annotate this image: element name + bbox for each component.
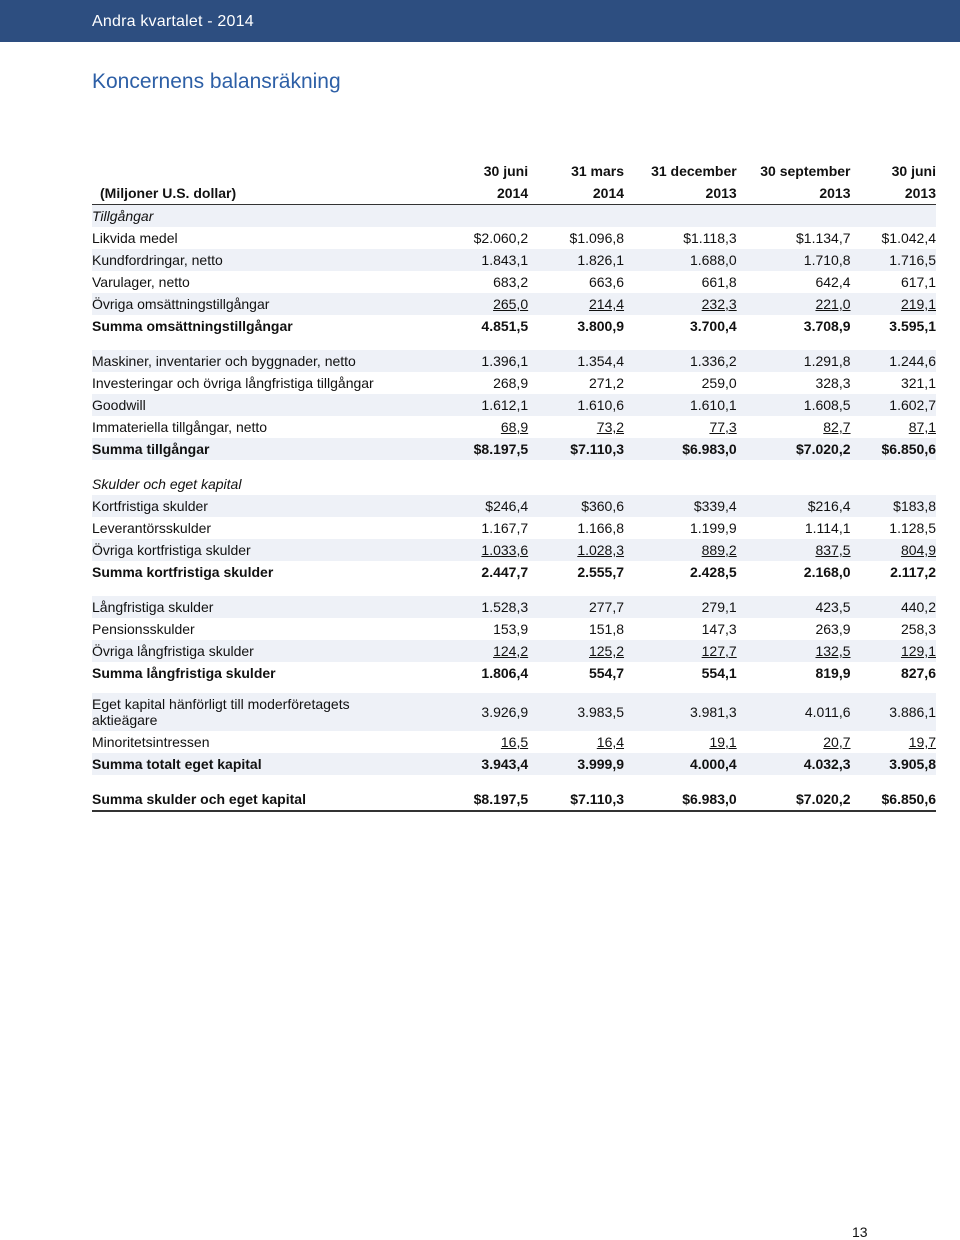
cell: 1.843,1: [451, 249, 528, 271]
cell: 258,3: [900, 621, 936, 637]
section-heading-assets: [92, 205, 936, 228]
page-number: 13: [852, 1224, 868, 1240]
column-year: 2013: [737, 182, 851, 205]
cell: 268,9: [493, 375, 529, 391]
cell: 642,4: [815, 274, 851, 290]
row-label: Summa kortfristiga skulder: [92, 564, 274, 580]
cell: $6.983,0: [624, 788, 737, 811]
cell: 2.555,7: [577, 564, 625, 580]
cell: 219,1: [900, 296, 936, 312]
table-row: [92, 495, 936, 517]
cell: 3.800,9: [577, 318, 625, 334]
header-banner: [0, 0, 960, 42]
column-year: 2013: [624, 182, 737, 205]
cell: 1.716,5: [851, 249, 936, 271]
cell: 1.806,4: [481, 665, 529, 681]
row-label: Immateriella tillgångar, netto: [92, 419, 268, 435]
cell: 77,3: [709, 419, 737, 435]
cell: 1.167,7: [481, 520, 529, 536]
row-label: Summa omsättningstillgångar: [92, 318, 293, 334]
cell: 4.851,5: [481, 318, 529, 334]
cell: 804,9: [900, 542, 936, 558]
cell: 661,8: [701, 274, 737, 290]
cell: 4.011,6: [737, 693, 851, 731]
cell: 1.610,6: [528, 394, 624, 416]
cell: 214,4: [588, 296, 625, 312]
row-label: Summa tillgångar: [92, 438, 451, 460]
row-label: Leverantörsskulder: [92, 520, 212, 536]
page-title: Koncernens balansräkning: [92, 70, 341, 93]
subtotal-row: [92, 662, 936, 684]
row-label: Övriga omsättningstillgångar: [92, 293, 451, 315]
cell: 1.336,2: [624, 350, 737, 372]
column-year: 2014: [528, 182, 624, 205]
row-label-continued: aktieägare: [92, 712, 158, 728]
cell: 68,9: [500, 419, 529, 435]
subtotal-row: [92, 753, 936, 775]
report-period: Andra kvartalet - 2014: [92, 13, 254, 30]
cell: 554,7: [588, 665, 625, 681]
cell: 271,2: [588, 375, 625, 391]
cell: 3.595,1: [889, 318, 936, 334]
cell: 2.117,2: [890, 564, 936, 580]
cell: 1.610,1: [624, 394, 737, 416]
cell: $6.850,6: [851, 788, 936, 811]
row-label: Långfristiga skulder: [92, 596, 451, 618]
table-row: [92, 227, 936, 249]
row-label: Investeringar och övriga långfristiga tillgångar: [92, 375, 374, 391]
cell: 82,7: [823, 419, 851, 435]
cell: $7.020,2: [737, 788, 851, 811]
column-year: 2013: [851, 182, 936, 205]
cell: 1.396,1: [451, 350, 528, 372]
cell: 889,2: [701, 542, 737, 558]
cell: 129,1: [900, 643, 936, 659]
cell: 1.710,8: [737, 249, 851, 271]
column-year: 2014: [451, 182, 528, 205]
subtotal-row: [92, 315, 936, 337]
column-date: 30 juni: [891, 163, 936, 179]
table-row: [92, 416, 936, 438]
row-label: Övriga långfristiga skulder: [92, 640, 451, 662]
column-years-row: [92, 182, 936, 205]
spacer-row: [92, 337, 936, 350]
row-label: Minoritetsintressen: [92, 734, 210, 750]
cell: 819,9: [815, 665, 851, 681]
cell: 4.032,3: [737, 753, 851, 775]
cell: 87,1: [908, 419, 936, 435]
cell: 277,7: [528, 596, 624, 618]
cell: 1.291,8: [737, 350, 851, 372]
cell: 73,2: [596, 419, 625, 435]
row-label: Likvida medel: [92, 230, 178, 246]
cell: 3.926,9: [451, 693, 528, 731]
cell: 1.128,5: [889, 520, 936, 536]
cell: 617,1: [900, 274, 936, 290]
cell: 132,5: [815, 643, 851, 659]
cell: 3.999,9: [528, 753, 624, 775]
cell: $216,4: [737, 495, 851, 517]
table-row: [92, 372, 936, 394]
cell: 554,1: [701, 665, 737, 681]
cell: 440,2: [851, 596, 936, 618]
cell: 265,0: [493, 296, 529, 312]
cell: 2.428,5: [689, 564, 737, 580]
row-label: Pensionsskulder: [92, 621, 195, 637]
cell: 837,5: [815, 542, 851, 558]
column-date: 31 december: [651, 163, 737, 179]
cell: 1.354,4: [528, 350, 624, 372]
cell: 3.905,8: [851, 753, 936, 775]
row-label: Kortfristiga skulder: [92, 495, 451, 517]
cell: $1.042,4: [881, 230, 936, 246]
row-label: Goodwill: [92, 394, 451, 416]
cell: 19,7: [908, 734, 936, 750]
column-date: 31 mars: [571, 163, 625, 179]
cell: $360,6: [528, 495, 624, 517]
cell: $7.110,3: [528, 438, 624, 460]
cell: 2.447,7: [481, 564, 529, 580]
cell: 2.168,0: [803, 564, 851, 580]
subtotal-row: [92, 561, 936, 583]
cell: 3.943,4: [451, 753, 528, 775]
cell: 3.708,9: [803, 318, 851, 334]
cell: 1.028,3: [577, 542, 625, 558]
cell: 16,4: [596, 734, 625, 750]
row-label: Summa totalt eget kapital: [92, 753, 451, 775]
table-row: [92, 517, 936, 539]
cell: 3.983,5: [528, 693, 624, 731]
total-row: [92, 438, 936, 460]
spacer-row: [92, 684, 936, 693]
table-row: [92, 539, 936, 561]
spacer-row: [92, 775, 936, 788]
row-label: Eget kapital hänförligt till moderföretagets: [92, 696, 350, 712]
section-title: Skulder och eget kapital: [92, 476, 242, 492]
table-row: [92, 640, 936, 662]
cell: 1.166,8: [577, 520, 625, 536]
spacer-row: [92, 583, 936, 596]
cell: $246,4: [451, 495, 528, 517]
cell: 321,1: [900, 375, 936, 391]
cell: 328,3: [815, 375, 851, 391]
cell: $8.197,5: [451, 788, 528, 811]
balance-sheet-table: [92, 160, 936, 812]
section-title: Tillgångar: [92, 205, 451, 228]
cell: 1.826,1: [528, 249, 624, 271]
cell: 1.033,6: [481, 542, 529, 558]
cell: 3.981,3: [624, 693, 737, 731]
cell: $339,4: [624, 495, 737, 517]
table-row: [92, 350, 936, 372]
row-label: Kundfordringar, netto: [92, 249, 451, 271]
cell: 4.000,4: [624, 753, 737, 775]
cell: 663,6: [588, 274, 625, 290]
cell: $1.096,8: [569, 230, 625, 246]
spacer-row: [92, 460, 936, 473]
cell: 153,9: [493, 621, 529, 637]
row-label: Summa långfristiga skulder: [92, 665, 276, 681]
column-dates-row: [92, 160, 936, 182]
row-label: Maskiner, inventarier och byggnader, netto: [92, 350, 451, 372]
unit-label: (Miljoner U.S. dollar): [92, 182, 451, 205]
cell: 127,7: [701, 643, 737, 659]
row-label: Summa skulder och eget kapital: [92, 788, 451, 811]
table-row: [92, 693, 936, 731]
cell: $2.060,2: [473, 230, 529, 246]
cell: 279,1: [624, 596, 737, 618]
cell: 423,5: [737, 596, 851, 618]
cell: 1.114,1: [804, 520, 851, 536]
cell: 827,6: [900, 665, 936, 681]
column-date: 30 september: [760, 163, 851, 179]
cell: $7.110,3: [528, 788, 624, 811]
cell: 16,5: [500, 734, 529, 750]
table-row: [92, 271, 936, 293]
cell: 259,0: [701, 375, 737, 391]
cell: 1.199,9: [689, 520, 737, 536]
cell: 125,2: [588, 643, 625, 659]
cell: 3.700,4: [689, 318, 737, 334]
cell: 1.608,5: [737, 394, 851, 416]
cell: 1.612,1: [451, 394, 528, 416]
cell: $6.850,6: [851, 438, 936, 460]
cell: 1.688,0: [624, 249, 737, 271]
cell: 151,8: [588, 621, 625, 637]
cell: $1.118,3: [683, 230, 737, 246]
cell: 1.528,3: [451, 596, 528, 618]
column-date: 30 juni: [483, 163, 529, 179]
row-label: Varulager, netto: [92, 274, 190, 290]
cell: 1.244,6: [851, 350, 936, 372]
cell: 1.602,7: [851, 394, 936, 416]
cell: 147,3: [701, 621, 737, 637]
grand-total-row: [92, 788, 936, 811]
table-row: [92, 293, 936, 315]
table-row: [92, 394, 936, 416]
cell: $183,8: [851, 495, 936, 517]
cell: $7.020,2: [737, 438, 851, 460]
cell: 232,3: [701, 296, 737, 312]
cell: $1.134,7: [796, 230, 851, 246]
table-row: [92, 249, 936, 271]
table-row: [92, 618, 936, 640]
cell: 263,9: [815, 621, 851, 637]
cell: $8.197,5: [451, 438, 528, 460]
row-label: Övriga kortfristiga skulder: [92, 539, 451, 561]
section-heading-liabilities: [92, 473, 936, 495]
cell: 3.886,1: [851, 693, 936, 731]
cell: 221,0: [815, 296, 851, 312]
cell: 20,7: [823, 734, 851, 750]
cell: 124,2: [493, 643, 529, 659]
cell: 683,2: [493, 274, 529, 290]
table-row: [92, 731, 936, 753]
cell: $6.983,0: [624, 438, 737, 460]
cell: 19,1: [709, 734, 737, 750]
table-row: [92, 596, 936, 618]
